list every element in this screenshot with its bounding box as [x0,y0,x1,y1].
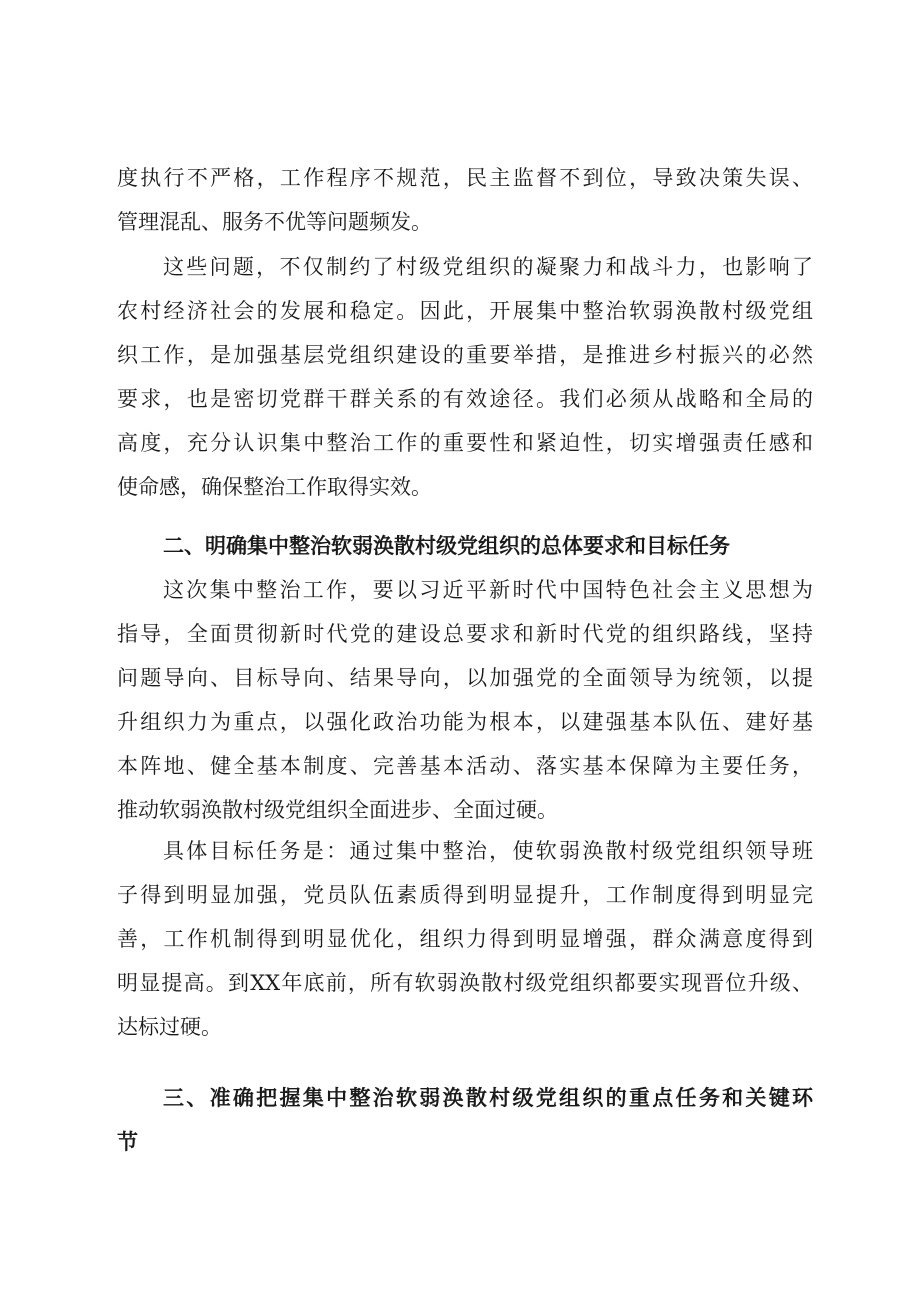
paragraph-line: 要求，也是密切党群干群关系的有效途径。我们必须从战略和全局的 [117,387,813,411]
paragraph-line: 善，工作机制得到明显优化，组织力得到明显增强，群众满意度得到 [117,927,813,951]
paragraph-line: 子得到明显加强，党员队伍素质得到明显提升，工作制度得到明显完 [117,883,813,907]
paragraph-line: 指导，全面贯彻新时代党的建设总要求和新时代党的组织路线，坚持 [117,622,813,646]
paragraph-line: 这些问题，不仅制约了村级党组织的凝聚力和战斗力，也影响了 [163,255,813,279]
section-heading-text: 三、准确把握集中整治软弱涣散村级党组织的重点任务和关键环 [163,1086,813,1110]
paragraph-line: 农村经济社会的发展和稳定。因此，开展集中整治软弱涣散村级党组 [117,299,813,323]
section-heading-3 [117,1076,813,1164]
paragraph-line: 织工作，是加强基层党组织建设的重要举措，是推进乡村振兴的必然 [117,343,813,367]
paragraph-line: 使命感，确保整治工作取得实效。 [117,475,432,499]
paragraph-line: 管理混乱、服务不优等问题频发。 [117,210,432,234]
paragraph-line: 度执行不严格，工作程序不规范，民主监督不到位，导致决策失误、 [117,166,813,190]
section-heading-2 [117,524,813,568]
paragraph-line: 明显提高。到XX年底前，所有软弱涣散村级党组织都要实现晋位升级、 [117,971,813,995]
section-heading-text: 二、明确集中整治软弱涣散村级党组织的总体要求和目标任务 [163,534,730,558]
paragraph-line: 高度，充分认识集中整治工作的重要性和紧迫性，切实增强责任感和 [117,431,813,455]
paragraph-2 [117,245,813,509]
paragraph-4 [117,829,813,1049]
paragraph-3 [117,568,813,832]
paragraph-line: 升组织力为重点，以强化政治功能为根本，以建强基本队伍、建好基 [117,710,813,734]
section-heading-text: 节 [117,1130,138,1154]
paragraph-line: 达标过硬。 [117,1015,222,1039]
paragraph-line: 这次集中整治工作，要以习近平新时代中国特色社会主义思想为 [163,578,813,602]
paragraph-1 [117,156,813,244]
paragraph-line: 具体目标任务是：通过集中整治，使软弱涣散村级党组织领导班 [163,839,813,863]
paragraph-line: 问题导向、目标导向、结果导向，以加强党的全面领导为统领，以提 [117,666,813,690]
paragraph-line: 本阵地、健全基本制度、完善基本活动、落实基本保障为主要任务， [117,754,813,778]
paragraph-line: 推动软弱涣散村级党组织全面进步、全面过硬。 [117,798,558,822]
